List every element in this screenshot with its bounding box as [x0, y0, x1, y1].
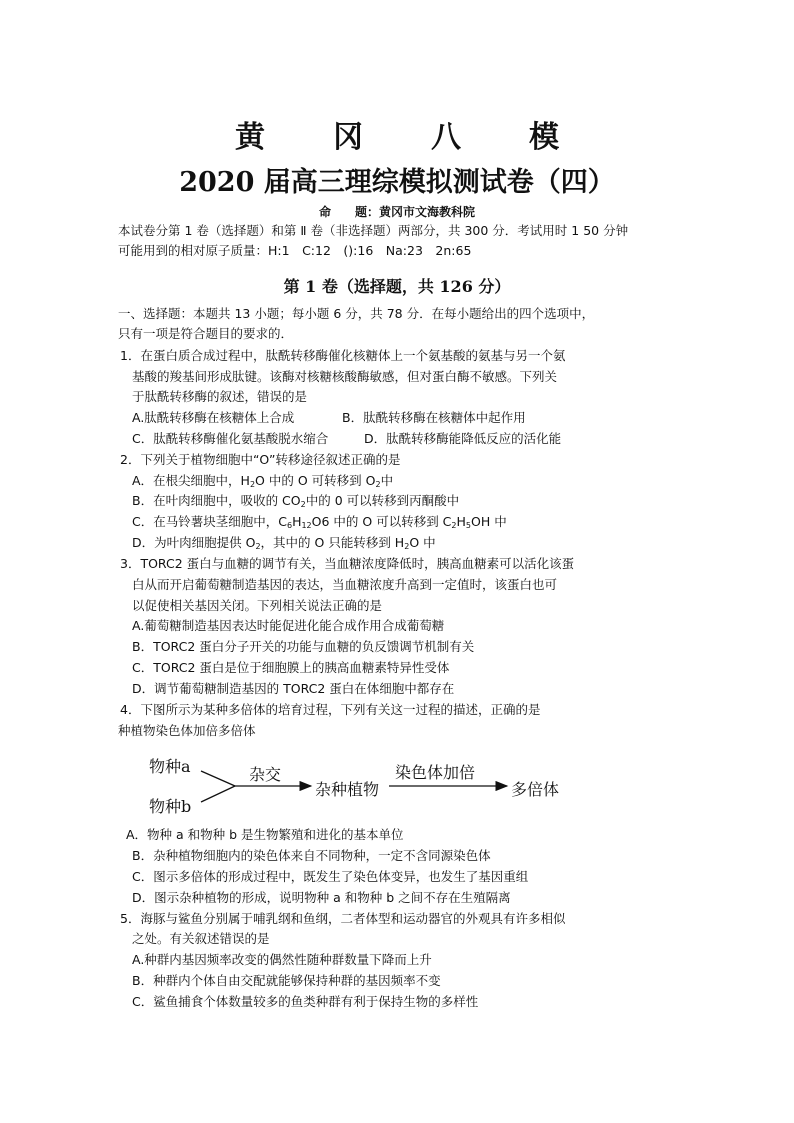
- q5-stem-1: 5．海豚与鲨鱼分别属于哺乳纲和鱼纲，二者体型和运动器官的外观具有许多相似: [120, 911, 566, 926]
- instructions-line-1: 一、选择题：本题共 13 小题；每小题 6 分，共 78 分．在每小题给出的四个选项中，: [118, 306, 595, 321]
- intro-line-1: 本试卷分第 1 卷（选择题）和第 Ⅱ 卷（非选择题）两部分，共 300 分．考试用时 1 50 分钟: [118, 223, 629, 238]
- q4-option-a: A．物种 a 和物种 b 是生物繁殖和进化的基本单位: [126, 827, 404, 842]
- q3-option-b: B．TORC2 蛋白分子开关的功能与血糖的负反馈调节机制有关: [132, 639, 475, 654]
- section-title: 第 1 卷（选择题，共 126 分）: [283, 277, 511, 296]
- q2-option-a: A．在根尖细胞中，$H_2O$ 中的 O 可转移到 $O_2$中: [132, 473, 394, 489]
- q1-option-d: D．肽酰转移酶能降低反应的活化能: [364, 431, 562, 446]
- author-name: 黄冈市文海教科院: [379, 205, 476, 219]
- polyploid-label: 多倍体: [511, 780, 560, 799]
- school-title: [0, 112, 794, 156]
- species-a-label: 物种a: [149, 757, 191, 776]
- breeding-diagram: [143, 752, 571, 818]
- q1-option-c: C．肽酰转移酶催化氨基酸脱水缩合: [132, 431, 329, 446]
- q2-option-c: C．在马铃薯块茎细胞中，$C_6H_{12}O6$ 中的 O 可以转移到 $C_2H_5OH$ 中: [132, 514, 507, 530]
- q2-option-d: D．为叶肉细胞提供 $O_2$，其中的 O 只能转移到 $H_2O$ 中: [132, 535, 436, 551]
- q3-stem-3: 以促使相关基因关闭。下列相关说法正确的是: [132, 598, 383, 613]
- q3-stem-1: 3．TORC2 蛋白与血糖的调节有关，当血糖浓度降低时，胰高血糖素可以活化该蛋: [120, 556, 575, 571]
- q4-option-d: D．图示杂种植物的形成，说明物种 a 和物种 b 之间不存在生殖隔离: [132, 890, 511, 905]
- q4-option-c: C．图示多倍体的形成过程中，既发生了染色体变异，也发生了基因重组: [132, 869, 529, 884]
- q4-stem-2: 种植物染色体加倍多倍体: [118, 723, 256, 738]
- author-label: 命 题：: [318, 205, 379, 219]
- species-b-label: 物种b: [149, 797, 192, 816]
- q2-option-b: B．在叶肉细胞中，吸收的 $CO_2$中的 0 可以转移到丙酮酸中: [132, 493, 460, 509]
- instructions-line-2: 只有一项是符合题目的要求的．: [118, 326, 294, 341]
- q3-option-d: D．调节葡萄糖制造基因的 TORC2 蛋白在体细胞中都存在: [132, 681, 455, 696]
- q5-stem-2: 之处。有关叙述错误的是: [132, 931, 270, 946]
- q1-option-a: A.肽酰转移酶在核糖体上合成: [132, 410, 295, 425]
- step-cross-label: 杂交: [249, 765, 282, 784]
- q1-stem-2: 基酸的羧基间形成肽键。该酶对核糖核酸酶敏感，但对蛋白酶不敏感。下列关: [132, 369, 558, 384]
- q5-option-a: A.种群内基因频率改变的偶然性随种群数量下降而上升: [132, 952, 432, 967]
- q3-option-c: C．TORC2 蛋白是位于细胞膜上的胰高血糖素特异性受体: [132, 660, 450, 675]
- intro-line-2: 可能用到的相对原子质量：H:1 C:12 ():16 Na:23 2n:65: [118, 243, 472, 258]
- author-line: [0, 203, 794, 220]
- q5-option-c: C．鲨鱼捕食个体数量较多的鱼类种群有利于保持生物的多样性: [132, 994, 479, 1009]
- q4-option-b: B．杂种植物细胞内的染色体来自不同物种，一定不含同源染色体: [132, 848, 491, 863]
- merge-line-b: [201, 786, 235, 802]
- q5-option-b: B．种群内个体自由交配就能够保持种群的基因频率不变: [132, 973, 441, 988]
- school-char-3: 八: [431, 120, 461, 155]
- q3-stem-2: 白从而开启葡萄糖制造基因的表达，当血糖浓度升高到一定值时，该蛋白也可: [132, 577, 558, 592]
- q3-option-a: A.葡萄糖制造基因表达时能促进化能合成作用合成葡萄糖: [132, 618, 445, 633]
- q4-stem-1: 4．下图所示为某种多倍体的培育过程，下列有关这一过程的描述，正确的是: [120, 702, 541, 717]
- q1-stem-1: 1．在蛋白质合成过程中，肽酰转移酶催化核糖体上一个氨基酸的氨基与另一个氨: [120, 348, 566, 363]
- merge-line-a: [201, 771, 235, 786]
- exam-title: 2020 届高三理综模拟测试卷（四）: [179, 167, 615, 198]
- step-double-label: 染色体加倍: [395, 763, 476, 782]
- school-char-4: 模: [529, 120, 559, 155]
- q1-stem-3: 于肽酰转移酶的叙述，错误的是: [132, 389, 308, 404]
- school-char-1: 黄: [235, 120, 265, 155]
- school-char-2: 冈: [333, 120, 363, 155]
- hybrid-label: 杂种植物: [315, 780, 380, 799]
- q1-option-b: B．肽酰转移酶在核糖体中起作用: [342, 410, 526, 425]
- q2-stem: 2．下列关于植物细胞中“O”转移途径叙述正确的是: [120, 452, 401, 467]
